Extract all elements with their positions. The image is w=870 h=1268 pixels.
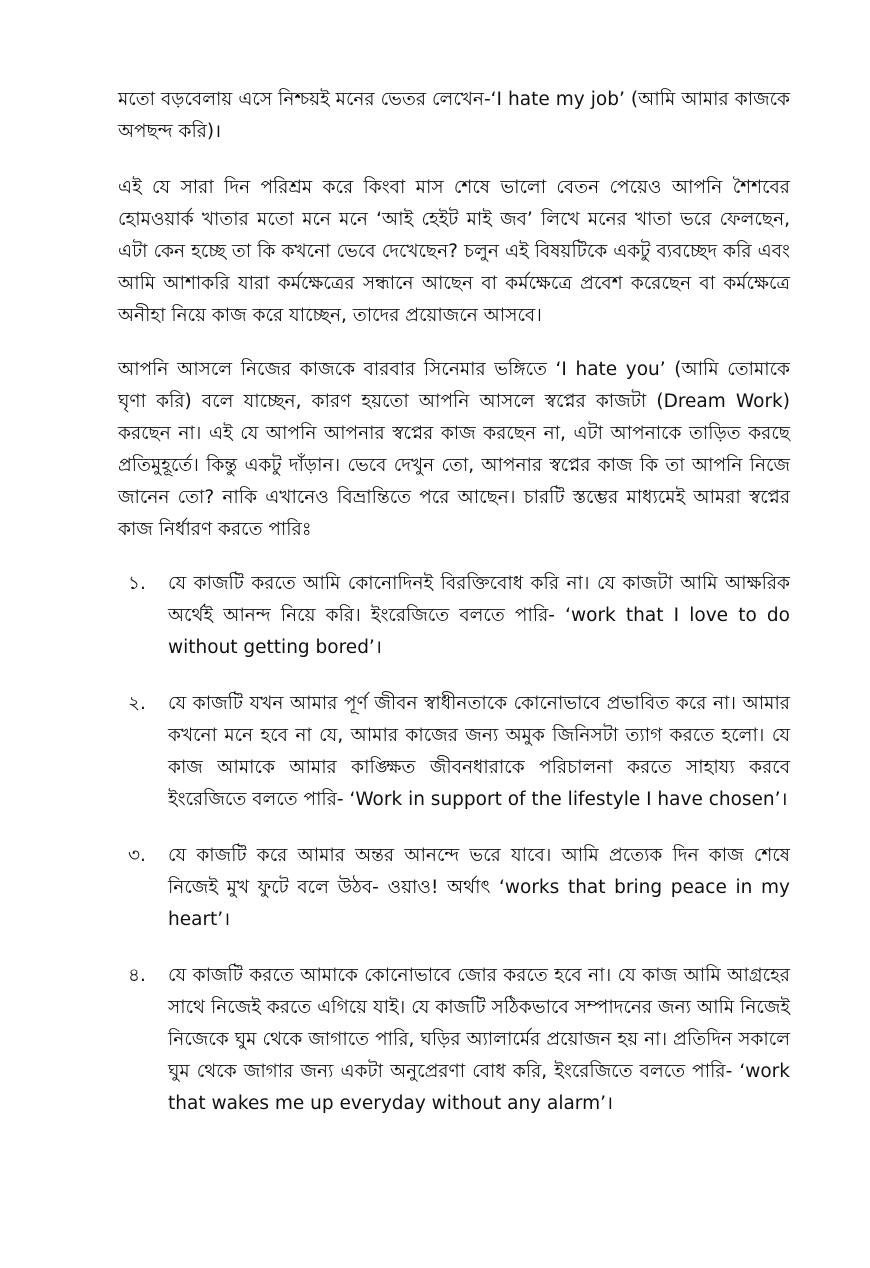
paragraph-hate-my-job: এই যে সারা দিন পরিশ্রম করে কিংবা মাস শেষে ভালো বেতন পেয়েও আপনি শৈশবের হোমওয়ার্ক খাতার মতো মনে মনে ‘আই হেইট মাই জব’ লিখে মনের খাতা ভরে ফেলছেন, এটা কেন হচ্ছে তা কি কখনো ভেবে দেখেছেন? চলুন এই বিষয়টিকে একটু ব্যবচ্ছেদ করি এবং আমি আশাকরি যারা কর্মক্ষেত্রের সন্ধানে আছেন বা কর্মক্ষেত্রে প্রবেশ করেছেন বা কর্মক্ষেত্রে অনীহা নিয়ে কাজ করে যাচ্ছেন, তাদের প্রয়োজনে আসবে। bbox=[118, 177, 790, 326]
book-page bbox=[118, 84, 790, 1144]
list-item bbox=[118, 840, 790, 936]
list-item bbox=[118, 568, 790, 664]
paragraph-dream-work: আপনি আসলে নিজের কাজকে বারবার সিনেমার ভঙ্গিতে ‘I hate you’ (আমি তোমাকে ঘৃণা করি) বলে যাচ্ছেন, কারণ হয়তো আপনি আসলে স্বপ্নের কাজটা (Dream Work) করছেন না। এই যে আপনি আপনার স্বপ্নের কাজ করছেন না, এটা আপনাকে তাড়িত করছে প্রতিমুহূর্তে। কিন্তু একটু দাঁড়ান। ভেবে দেখুন তো, আপনার স্বপ্নের কাজ কি তা আপনি নিজে জানেন তো? নাকি এখানেও বিভ্রান্তিতে পরে আছেন। চারটি স্তম্ভের মাধ্যমেই আমরা স্বপ্নের কাজ নির্ধারণ করতে পারিঃ bbox=[118, 359, 790, 540]
list-item-number: ২. bbox=[128, 693, 146, 714]
list-item-number: ৪. bbox=[128, 965, 146, 986]
list-item-number: ৩. bbox=[128, 845, 146, 866]
list-item-text: যে কাজটি করতে আমাকে কোনোভাবে জোর করতে হবে না। যে কাজ আমি আগ্রহের সাথে নিজেই করতে এগিয়ে যাই। যে কাজটি সঠিকভাবে সম্পাদনের জন্য আমি নিজেই নিজেকে ঘুম থেকে জাগাতে পারি, ঘড়ির অ্যালার্মের প্রয়োজন হয় না। প্রতিদিন সকালে ঘুম থেকে জাগার জন্য একটা অনুপ্রেরণা বোধ করি, ইংরেজিতে বলতে পারি- ‘work that wakes me up everyday without any alarm’। bbox=[168, 965, 790, 1114]
list-item bbox=[118, 960, 790, 1120]
paragraph-intro: মতো বড়বেলায় এসে নিশ্চয়ই মনের ভেতর লেখেন-‘I hate my job’ (আমি আমার কাজকে অপছন্দ করি)। bbox=[118, 89, 790, 142]
list-item-number: ১. bbox=[128, 573, 146, 594]
list-item-text: যে কাজটি করতে আমি কোনোদিনই বিরক্তিবোধ করি না। যে কাজটা আমি আক্ষরিক অর্থেই আনন্দ নিয়ে করি। ইংরেজিতে বলতে পারি- ‘work that I love to do without getting bored’। bbox=[168, 573, 790, 658]
dream-work-pillars-list bbox=[118, 568, 790, 1120]
list-item-text: যে কাজটি করে আমার অন্তর আনন্দে ভরে যাবে। আমি প্রত্যেক দিন কাজ শেষে নিজেই মুখ ফুটে বলে উঠব- ওয়াও! অর্থাৎ ‘works that bring peace in my heart’। bbox=[168, 845, 790, 930]
list-item-text: যে কাজটি যখন আমার পূর্ণ জীবন স্বাধীনতাকে কোনোভাবে প্রভাবিত করে না। আমার কখনো মনে হবে না যে, আমার কাজের জন্য অমুক জিনিসটা ত্যাগ করতে হলো। যে কাজ আমাকে আমার কাঙ্ক্ষিত জীবনধারাকে পরিচালনা করতে সাহায্য করবে ইংরেজিতে বলতে পারি- ‘Work in support of the lifestyle I have chosen’। bbox=[168, 693, 790, 810]
list-item bbox=[118, 688, 790, 816]
